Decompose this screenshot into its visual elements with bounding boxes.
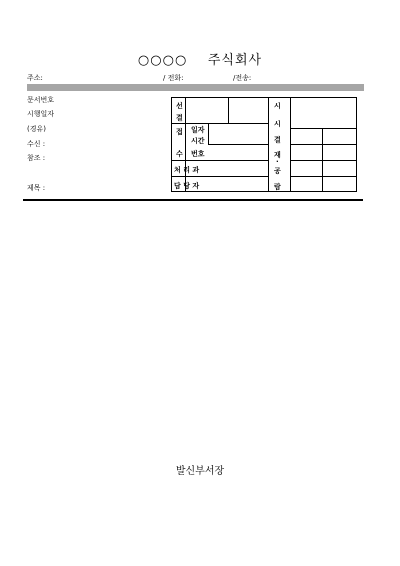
approval-box <box>171 97 357 192</box>
receipt-char-1: 접 <box>176 128 183 136</box>
date-sublabel: 일자 <box>191 126 205 134</box>
pre-approval-char-2: 결 <box>176 114 183 122</box>
company-title: ○○○○ 주식회사 <box>137 53 263 68</box>
header-bottom-rule <box>23 199 363 201</box>
approval-char-1: 결 <box>274 136 281 144</box>
doc-number-label: 문서번호 <box>27 96 55 104</box>
approval-char-4: 람 <box>274 183 281 191</box>
notice-char-1: 시 <box>274 102 281 110</box>
person-in-charge-label: 담 당 자 <box>174 182 200 190</box>
recipient-label: 수신 : <box>27 140 46 148</box>
approval-char-2: 재 <box>274 151 281 159</box>
processing-dept-label: 처 리 과 <box>174 166 200 174</box>
notice-char-2: 시 <box>274 120 281 128</box>
reference-label: 참조 : <box>27 154 46 162</box>
time-sublabel: 시간 <box>191 137 205 145</box>
sender-signature-label: 발신부서장 <box>175 466 225 477</box>
approval-char-3: 공 <box>274 167 281 175</box>
address-label: 주소: <box>27 74 43 82</box>
approval-dot: · <box>276 158 279 166</box>
subject-label: 제목 : <box>27 184 46 192</box>
receipt-char-2: 수 <box>176 150 183 158</box>
number-sublabel: 번호 <box>191 150 205 158</box>
fax-label: /전송: <box>233 74 252 82</box>
phone-label: / 전화: <box>163 74 184 82</box>
pre-approval-char-1: 선 <box>176 102 183 110</box>
via-label: (경유) <box>27 125 46 133</box>
date-label: 시행일자 <box>27 110 55 118</box>
header-divider-bar <box>27 84 364 91</box>
